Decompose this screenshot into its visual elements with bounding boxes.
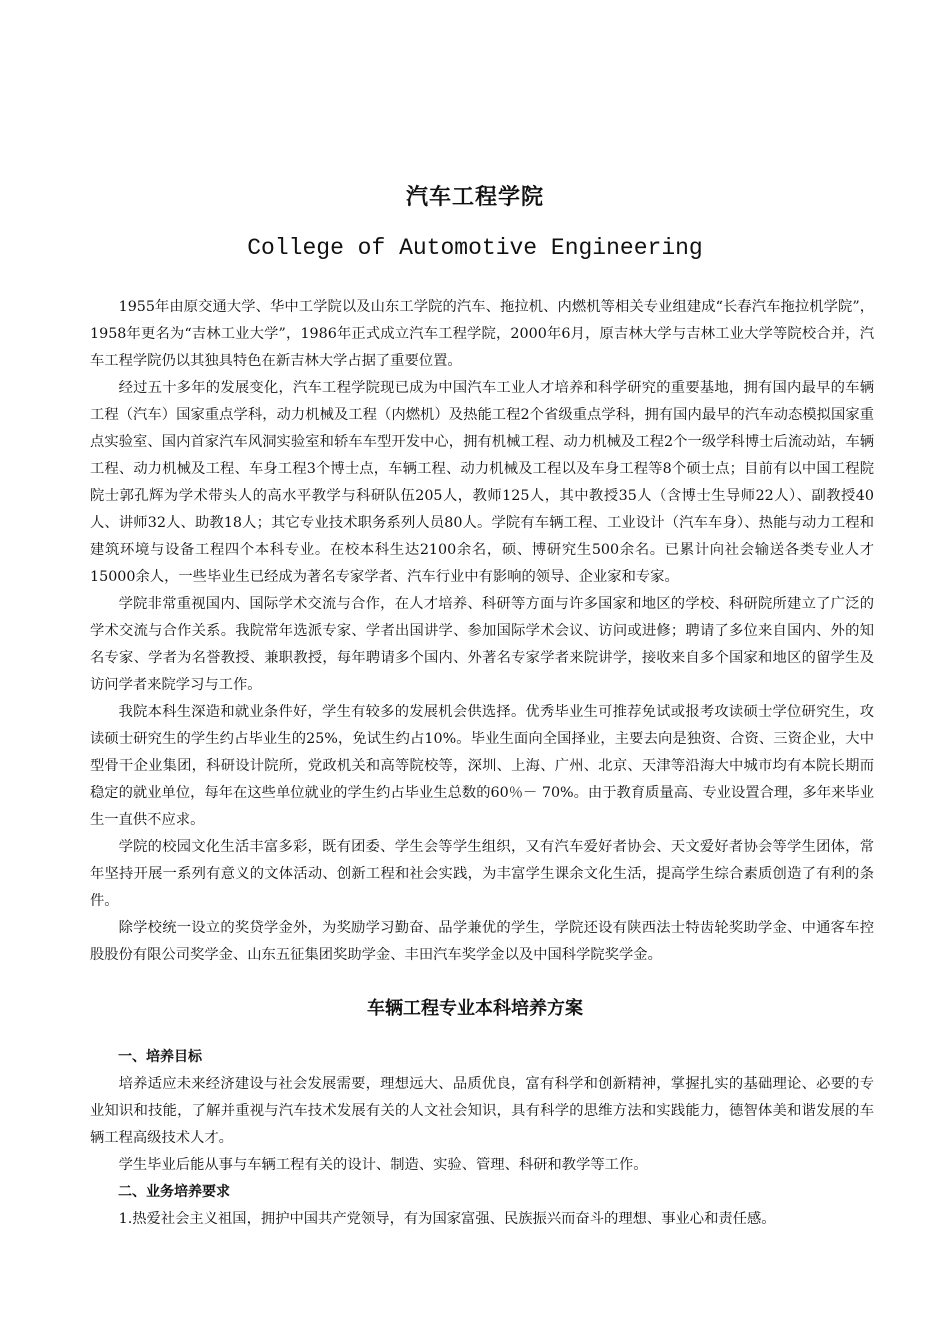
intro-paragraph-scholarships: 除学校统一设立的奖贷学金外，为奖励学习勤奋、品学兼优的学生，学院还设有陕西法士特齿轮奖助学金、中通客车控股股份有限公司奖学金、山东五征集团奖助学金、丰田汽车奖学金以及中国科学院奖学金。 xyxy=(90,920,874,963)
college-introduction xyxy=(90,294,874,969)
intro-paragraph-campus-life: 学院的校园文化生活丰富多彩，既有团委、学生会等学生组织，又有汽车爱好者协会、天文爱好者协会等学生团体，常年坚持开展一系列有意义的文体活动、创新工程和社会实践，为丰富学生课余文化生活，提高学生综合素质创造了有利的条件。 xyxy=(90,839,874,909)
intro-paragraph-employment: 我院本科生深造和就业条件好，学生有较多的发展机会供选择。优秀毕业生可推荐免试或报考攻读硕士学位研究生，攻读硕士研究生的学生约占毕业生的25%，免试生约占10%。毕业生面向全国择业，主要去向是独资、合资、三资企业，大中型骨干企业集团，科研设计院所，党政机关和高等院校等，深圳、上海、广州、北京、天津等沿海大中城市均有本院长期而稳定的就业单位，每年在这些单位就业的学生约占毕业生总数的60％－ 70%。由于教育质量高、专业设置合理，多年来毕业生一直供不应求。 xyxy=(90,704,874,828)
requirement-item-1: 1.热爱社会主义祖国，拥护中国共产党领导，有为国家富强、民族振兴而奋斗的理想、事业心和责任感。 xyxy=(118,1211,776,1227)
intro-paragraph-history: 1955年由原交通大学、华中工学院以及山东工学院的汽车、拖拉机、内燃机等相关专业组建成“长春汽车拖拉机学院”，1958年更名为“吉林工业大学”，1986年正式成立汽车工程学院，2000年6月，原吉林大学与吉林工业大学等院校合并，汽车工程学院仍以其独具特色在新吉林大学占据了重要位置。 xyxy=(90,299,874,369)
objectives-paragraph: 培养适应未来经济建设与社会发展需要，理想远大、品质优良，富有科学和创新精神，掌握扎实的基础理论、必要的专业知识和技能，了解并重视与汽车技术发展有关的人文社会知识，具有科学的思维方法和实践能力，德智体美和谐发展的车辆工程高级技术人才。 xyxy=(90,1076,874,1146)
training-plan-body xyxy=(90,1044,874,1233)
college-title-chinese: 汽车工程学院 xyxy=(405,185,544,210)
section-heading-objectives: 一、培养目标 xyxy=(118,1049,202,1065)
training-plan-title: 车辆工程专业本科培养方案 xyxy=(367,998,583,1019)
college-title-english: College of Automotive Engineering xyxy=(247,235,703,261)
career-paragraph: 学生毕业后能从事与车辆工程有关的设计、制造、实验、管理、科研和教学等工作。 xyxy=(118,1157,648,1173)
section-heading-requirements: 二、业务培养要求 xyxy=(118,1184,230,1200)
intro-paragraph-development: 经过五十多年的发展变化，汽车工程学院现已成为中国汽车工业人才培养和科学研究的重要基地，拥有国内最早的车辆工程（汽车）国家重点学科，动力机械及工程（内燃机）及热能工程2个省级重点学科，拥有国内最早的汽车动态模拟国家重点实验室、国内首家汽车风洞实验室和轿车车型开发中心，拥有机械工程、动力机械及工程2个一级学科博士后流动站，车辆工程、动力机械及工程、车身工程3个博士点，车辆工程、动力机械及工程以及车身工程等8个硕士点；目前有以中国工程院院士郭孔辉为学术带头人的高水平教学与科研队伍205人，教师125人，其中教授35人（含博士生导师22人）、副教授40人、讲师32人、助教18人；其它专业技术职务系列人员80人。学院有车辆工程、工业设计（汽车车身）、热能与动力工程和建筑环境与设备工程四个本科专业。在校本科生达2100余名，硕、博研究生500余名。已累计向社会输送各类专业人才15000余人，一些毕业生已经成为著名专家学者、汽车行业中有影响的领导、企业家和专家。 xyxy=(90,380,874,585)
intro-paragraph-exchange: 学院非常重视国内、国际学术交流与合作，在人才培养、科研等方面与许多国家和地区的学校、科研院所建立了广泛的学术交流与合作关系。我院常年选派专家、学者出国讲学、参加国际学术会议、访问或进修；聘请了多位来自国内、外的知名专家、学者为名誉教授、兼职教授，每年聘请多个国内、外著名专家学者来院讲学，接收来自多个国家和地区的留学生及访问学者来院学习与工作。 xyxy=(90,596,874,693)
